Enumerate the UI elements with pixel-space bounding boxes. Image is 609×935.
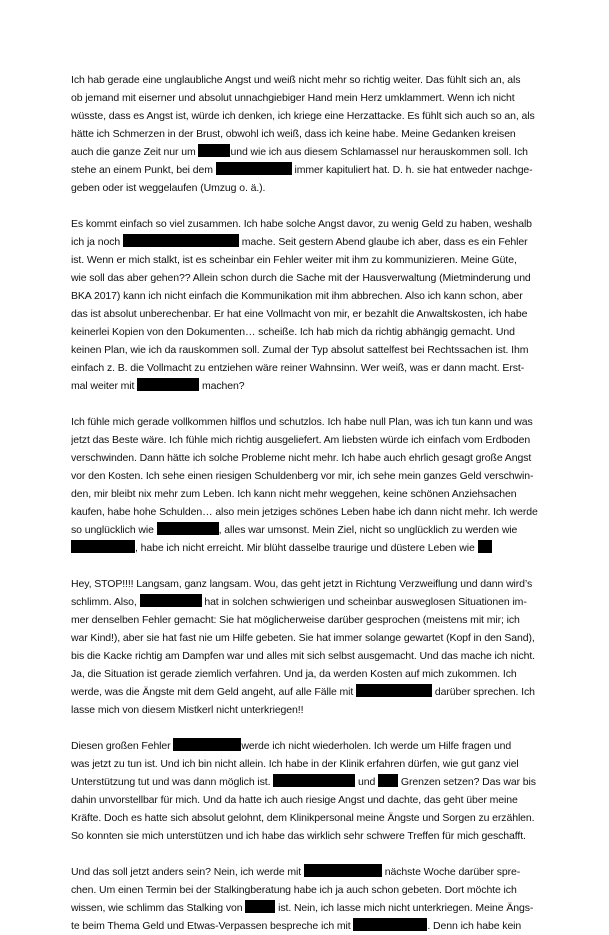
text-segment: lasse mich von diesem Mistkerl nicht unterkriegen!! [71,704,304,716]
text-segment: Und das soll jetzt anders sein? Nein, ich werde mit [71,866,304,878]
text-segment: vor den Kosten. Ich sehe einen riesigen Schuldenberg vor mir, ich sehe mein ganzes Geld verschwin- [71,470,534,482]
text-line [71,485,563,503]
text-line [71,377,563,395]
text-segment: jetzt das Beste wäre. Ich fühle mich richtig ausgeliefert. Am liebsten würde ich einfach vom Erdboden [71,434,531,446]
text-line [71,251,563,269]
text-line [71,71,563,89]
text-line [71,521,563,539]
text-line [71,107,563,125]
redaction-bar [140,594,202,607]
text-line [71,305,563,323]
text-segment: Kräfte. Doch es hatte sich absolut gelohnt, dem Klinikpersonal meine Ängste und Sorgen zu erzählen. [71,812,535,824]
text-segment: stehe an einem Punkt, bei dem [71,164,216,176]
redaction-bar [157,522,219,535]
text-segment: , habe ich nicht erreicht. Mir blüht dasselbe traurige und düstere Leben wie [135,542,478,554]
text-segment: Es kommt einfach so viel zusammen. Ich habe solche Angst davor, zu wenig Geld zu haben, weshalb [71,218,532,230]
redaction-bar [71,540,135,553]
text-line [71,503,563,521]
text-segment: wie soll das aber gehen?? Allein schon durch die Sache mit der Hausverwaltung (Mietminderung und [71,272,531,284]
paragraph [71,863,563,935]
text-line [71,269,563,287]
text-segment: und wie ich aus diesem Schlamassel nur herauskommen soll. Ich [230,146,528,158]
text-segment: darüber sprechen. Ich [432,686,535,698]
text-line [71,215,563,233]
text-segment: te beim Thema Geld und Etwas-Verpassen bespreche ich mit [71,920,354,932]
text-segment: geben oder ist weggelaufen (Umzug o. ä.). [71,182,266,194]
text-segment: immer kapituliert hat. D. h. sie hat entweder nachge- [291,164,533,176]
text-line [71,917,563,935]
text-segment: keinen Plan, wie ich da rauskommen soll. Zumal der Typ absolut sattelfest bei Rechtssachen ist. Ihm [71,344,529,356]
text-segment: So konnten sie mich unterstützen und ich habe das wirklich sehr schwere Treffen für mich geschafft. [71,830,526,842]
text-line [71,341,563,359]
text-line [71,827,563,845]
text-line [71,413,563,431]
text-line [71,683,563,701]
text-segment: . Denn ich habe kein [427,920,522,932]
text-line [71,809,563,827]
text-line [71,467,563,485]
text-segment: Grenzen setzen? Das war bis [398,776,536,788]
text-line [71,701,563,719]
paragraph [71,413,563,557]
paragraph [71,215,563,395]
text-line [71,575,563,593]
text-line [71,125,563,143]
redaction-bar [378,774,398,787]
text-segment: das ist absolut unberechenbar. Er hat eine Vollmacht von mir, er bezahlt die Anwaltskosten, ich habe [71,308,528,320]
redaction-bar [304,864,382,877]
redaction-bar [478,540,492,553]
paragraph [71,575,563,719]
text-line [71,323,563,341]
text-line [71,449,563,467]
document-body [71,71,563,935]
text-segment: chen. Um einen Termin bei der Stalkingberatung habe ich ja auch schon gebeten. Dort möchte ich [71,884,517,896]
redaction-bar [353,918,427,931]
text-segment: ist. Wenn er mich stalkt, ist es scheinbar ein Fehler weiter mit ihm zu kommunizieren. Meine Güte, [71,254,517,266]
text-segment: nächste Woche darüber spre- [381,866,521,878]
paragraph [71,71,563,197]
text-segment: , alles war umsonst. Mein Ziel, nicht so unglücklich zu werden wie [218,524,518,536]
redaction-bar [123,234,239,247]
text-line [71,233,563,251]
text-segment: ich ja noch [71,236,123,248]
text-segment: und [355,776,379,788]
text-line [71,611,563,629]
text-segment: Unterstützung tut und was dann möglich ist. [71,776,274,788]
text-line [71,431,563,449]
text-line [71,863,563,881]
text-segment: mer denselben Fehler gemacht: Sie hat möglicherweise darüber gesprochen (meistens mit mir; ich [71,614,520,626]
text-segment: so unglücklich wie [71,524,157,536]
text-line [71,665,563,683]
text-segment: werde, was die Ängste mit dem Geld angeht, auf alle Fälle mit [71,686,357,698]
text-segment: Hey, STOP!!!! Langsam, ganz langsam. Wou, das geht jetzt in Richtung Verzweiflung und dann wird’s [71,578,533,590]
text-line [71,755,563,773]
text-segment: keinerlei Kopien von den Dokumenten… scheiße. Ich hab mich da richtig abhängig gemacht. Und [71,326,515,338]
text-line [71,359,563,377]
text-line [71,179,563,197]
text-segment: den, mir bleibt nix mehr zum Leben. Ich kann nicht mehr weggehen, keine schönen Anziehsachen [71,488,517,500]
text-segment: BKA 2017) kann ich nicht einfach die Kommunikation mit ihm abbrechen. Also ich kann schon, aber [71,290,523,302]
text-segment: wüsste, dass es Angst ist, würde ich denken, ich kriege eine Herzattacke. Es fühlt sich auch so an, als [71,110,535,122]
text-segment: Ja, die Situation ist gerade ziemlich verfahren. Und ja, da werden Kosten auf mich zukommen. Ich [71,668,517,680]
text-segment: Ich fühle mich gerade vollkommen hilflos und schutzlos. Ich habe null Plan, was ich tun kann und was [71,416,533,428]
text-segment: werde ich nicht wiederholen. Ich werde um Hilfe fragen und [241,740,512,752]
text-line [71,539,563,557]
text-segment: bis die Kacke richtig am Dampfen war und alles mit sich selbst ausgemacht. Und das mache ich nicht. [71,650,535,662]
redaction-bar [137,378,199,391]
text-segment: verschwinden. Dann hätte ich solche Probleme nicht mehr. Ich habe auch ehrlich gesagt große Angst [71,452,532,464]
text-segment: machen? [199,380,245,392]
text-segment: auch die ganze Zeit nur um [71,146,199,158]
text-line [71,899,563,917]
text-line [71,773,563,791]
text-segment: Diesen großen Fehler [71,740,174,752]
redaction-bar [273,774,355,787]
paragraph [71,737,563,845]
text-line [71,287,563,305]
text-segment: hat in solchen schwierigen und scheinbar ausweglosen Situationen im- [201,596,527,608]
text-line [71,143,563,161]
text-segment: kaufen, habe hohe Schulden… also mein jetziges schönes Leben habe ich dann nicht mehr. Ich werde [71,506,538,518]
redaction-bar [198,144,230,157]
text-line [71,881,563,899]
text-segment: mache. Seit gestern Abend glaube ich aber, dass es ein Fehler [238,236,528,248]
text-segment: ob jemand mit eiserner und absolut unnachgiebiger Hand mein Herz umklammert. Wenn ich nicht [71,92,515,104]
text-segment: wissen, wie schlimm das Stalking von [71,902,246,914]
text-segment: ist. Nein, ich lasse mich nicht unterkriegen. Meine Ängs- [275,902,534,914]
text-segment: Ich hab gerade eine unglaubliche Angst und weiß nicht mehr so richtig weiter. Das fühlt sich an, als [71,74,521,86]
text-segment: hätte ich Schmerzen in der Brust, obwohl ich weiß, dass ich keine habe. Meine Gedanken kreisen [71,128,516,140]
text-line [71,629,563,647]
text-segment: einfach z. B. die Vollmacht zu entziehen wäre reiner Wahnsinn. Wer weiß, was er dann macht. Erst- [71,362,525,374]
text-line [71,89,563,107]
text-line [71,737,563,755]
text-segment: was jetzt zu tun ist. Und ich bin nicht allein. Ich habe in der Klinik erfahren dürfen, wie gut ganz viel [71,758,519,770]
text-segment: mal weiter mit [71,380,138,392]
text-line [71,593,563,611]
text-line [71,647,563,665]
redaction-bar [216,162,292,175]
text-segment: dahin unvorstellbar für mich. Und da hatte ich auch riesige Angst und dachte, das geht über meine [71,794,518,806]
redaction-bar [173,738,241,751]
text-line [71,161,563,179]
redaction-bar [245,900,275,913]
text-segment: war Kind!), aber sie hat fast nie um Hilfe gebeten. Sie hat immer solange gewartet (Kopf in den Sand), [71,632,535,644]
text-line [71,791,563,809]
text-segment: schlimm. Also, [71,596,140,608]
redaction-bar [356,684,432,697]
